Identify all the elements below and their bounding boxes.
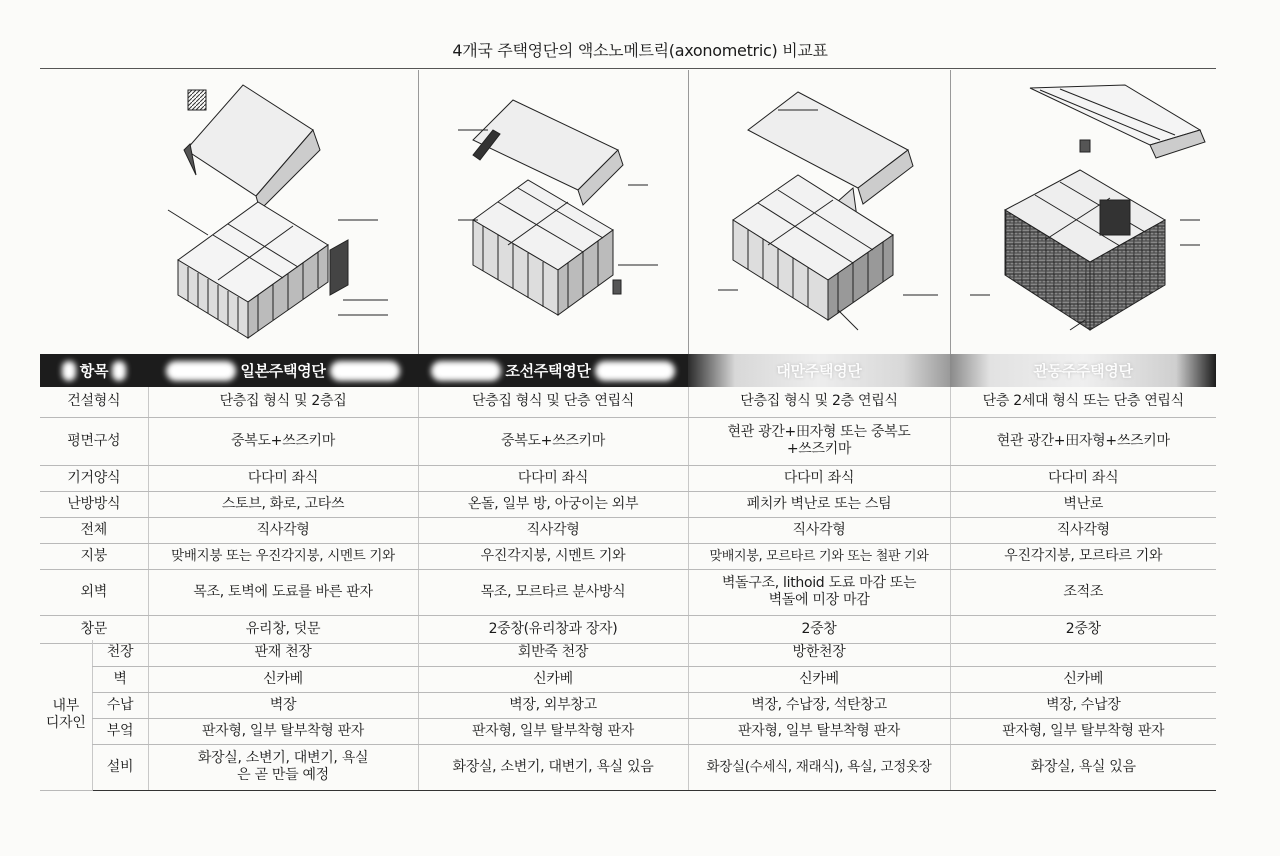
cell: 판자형, 일부 탈부착형 판자: [950, 718, 1216, 744]
cell: 다다미 좌식: [688, 465, 950, 491]
cell: 단층집 형식 및 2층 연립식: [688, 387, 950, 417]
table-row: [40, 543, 1216, 569]
cell: 2중창: [950, 615, 1216, 643]
cell: 판자형, 일부 탈부착형 판자: [688, 718, 950, 744]
cell: 직사각형: [688, 517, 950, 543]
cell: 조적조: [950, 569, 1216, 615]
cell: [950, 640, 1216, 666]
cell: 벽장, 외부창고: [418, 692, 688, 718]
cell: 단층집 형식 및 2층집: [148, 387, 418, 417]
japan-house-axonometric-icon: [148, 70, 418, 354]
cell: 직사각형: [418, 517, 688, 543]
table-row: [40, 569, 1216, 615]
header-japan: 일본주택영단: [148, 354, 418, 387]
header-guandong: 관동주주택영단: [950, 354, 1216, 387]
row-label: 천장: [92, 640, 148, 666]
header-daegyeong: 대만주택영단: [688, 354, 950, 387]
row-label: 난방방식: [40, 491, 148, 517]
column-separator: [688, 70, 689, 354]
cell: 판재 천장: [148, 640, 418, 666]
cell: 단층 2세대 형식 또는 단층 연립식: [950, 387, 1216, 417]
row-label: 전체: [40, 517, 148, 543]
row-label: 창문: [40, 615, 148, 643]
header-item: 항목: [40, 354, 148, 387]
row-label: 외벽: [40, 569, 148, 615]
illustration-row: [40, 70, 1216, 354]
cell: 스토브, 화로, 고타쓰: [148, 491, 418, 517]
table-row: [40, 615, 1216, 643]
cell: 신카베: [418, 666, 688, 692]
cell: 다다미 좌식: [418, 465, 688, 491]
row-label: 평면구성: [40, 417, 148, 465]
table-row: [40, 640, 1216, 666]
cell: 화장실(수세식, 재래식), 욕실, 고정옷장: [688, 744, 950, 790]
table-row: [40, 517, 1216, 543]
daegyeong-house-axonometric-icon: [688, 70, 950, 354]
cell: 우진각지붕, 시멘트 기와: [418, 543, 688, 569]
cell: 화장실, 소변기, 대변기, 욕실은 곧 만들 예정: [148, 744, 418, 790]
row-label: 건설형식: [40, 387, 148, 417]
cell: 벽장, 수납장: [950, 692, 1216, 718]
row-label: 수납: [92, 692, 148, 718]
table-row: [40, 491, 1216, 517]
row-label: 설비: [92, 744, 148, 790]
cell: 온돌, 일부 방, 아궁이는 외부: [418, 491, 688, 517]
cell: 다다미 좌식: [950, 465, 1216, 491]
row-label: 기거양식: [40, 465, 148, 491]
column-separator: [950, 70, 951, 354]
cell: 판자형, 일부 탈부착형 판자: [148, 718, 418, 744]
cell: 2중창(유리창과 장자): [418, 615, 688, 643]
cell: 목조, 토벽에 도료를 바른 판자: [148, 569, 418, 615]
cell: 신카베: [148, 666, 418, 692]
guandong-house-axonometric-icon: [950, 70, 1216, 354]
cell: 2중창: [688, 615, 950, 643]
header-row: [40, 354, 1216, 387]
cell: 다다미 좌식: [148, 465, 418, 491]
cell: 화장실, 소변기, 대변기, 욕실 있음: [418, 744, 688, 790]
table-row: [40, 692, 1216, 718]
table-row: [40, 718, 1216, 744]
cell: 현관 광간+田자형+쓰즈키마: [950, 417, 1216, 465]
interior-group-label: 내부 디자인: [40, 640, 92, 790]
cell: 직사각형: [950, 517, 1216, 543]
cell: 맞배지붕, 모르타르 기와 또는 철판 기와: [688, 543, 950, 569]
cell: 맞배지붕 또는 우진각지붕, 시멘트 기와: [148, 543, 418, 569]
cell: 벽돌구조, lithoid 도료 마감 또는 벽돌에 미장 마감: [688, 569, 950, 615]
cell: 목조, 모르타르 분사방식: [418, 569, 688, 615]
cell: 판자형, 일부 탈부착형 판자: [418, 718, 688, 744]
interior-table: [40, 640, 1216, 791]
header-joseon: 조선주택영단: [418, 354, 688, 387]
cell: 단층집 형식 및 단층 연립식: [418, 387, 688, 417]
table-row: [40, 387, 1216, 417]
column-separator: [418, 70, 419, 354]
table-row: [40, 666, 1216, 692]
cell: 회반죽 천장: [418, 640, 688, 666]
cell: 신카베: [950, 666, 1216, 692]
table-row: [40, 417, 1216, 465]
cell: 페치카 벽난로 또는 스팀: [688, 491, 950, 517]
cell: 현관 광간+田자형 또는 중복도+쓰즈키마: [688, 417, 950, 465]
row-label: 부엌: [92, 718, 148, 744]
cell: 화장실, 욕실 있음: [950, 744, 1216, 790]
top-rule: [40, 68, 1216, 69]
cell: 신카베: [688, 666, 950, 692]
row-label: 지붕: [40, 543, 148, 569]
cell: 직사각형: [148, 517, 418, 543]
table-row: [40, 744, 1216, 790]
joseon-house-axonometric-icon: [418, 70, 688, 354]
cell: 중복도+쓰즈키마: [148, 417, 418, 465]
table-row: [40, 465, 1216, 491]
cell: 중복도+쓰즈키마: [418, 417, 688, 465]
cell: 우진각지붕, 모르타르 기와: [950, 543, 1216, 569]
cell: 벽난로: [950, 491, 1216, 517]
row-label: 벽: [92, 666, 148, 692]
cell: 벽장: [148, 692, 418, 718]
cell: 유리창, 덧문: [148, 615, 418, 643]
page-title: 4개국 주택영단의 액소노메트릭(axonometric) 비교표: [452, 41, 828, 60]
comparison-table: [40, 354, 1216, 644]
cell: 방한천장: [688, 640, 950, 666]
cell: 벽장, 수납장, 석탄창고: [688, 692, 950, 718]
